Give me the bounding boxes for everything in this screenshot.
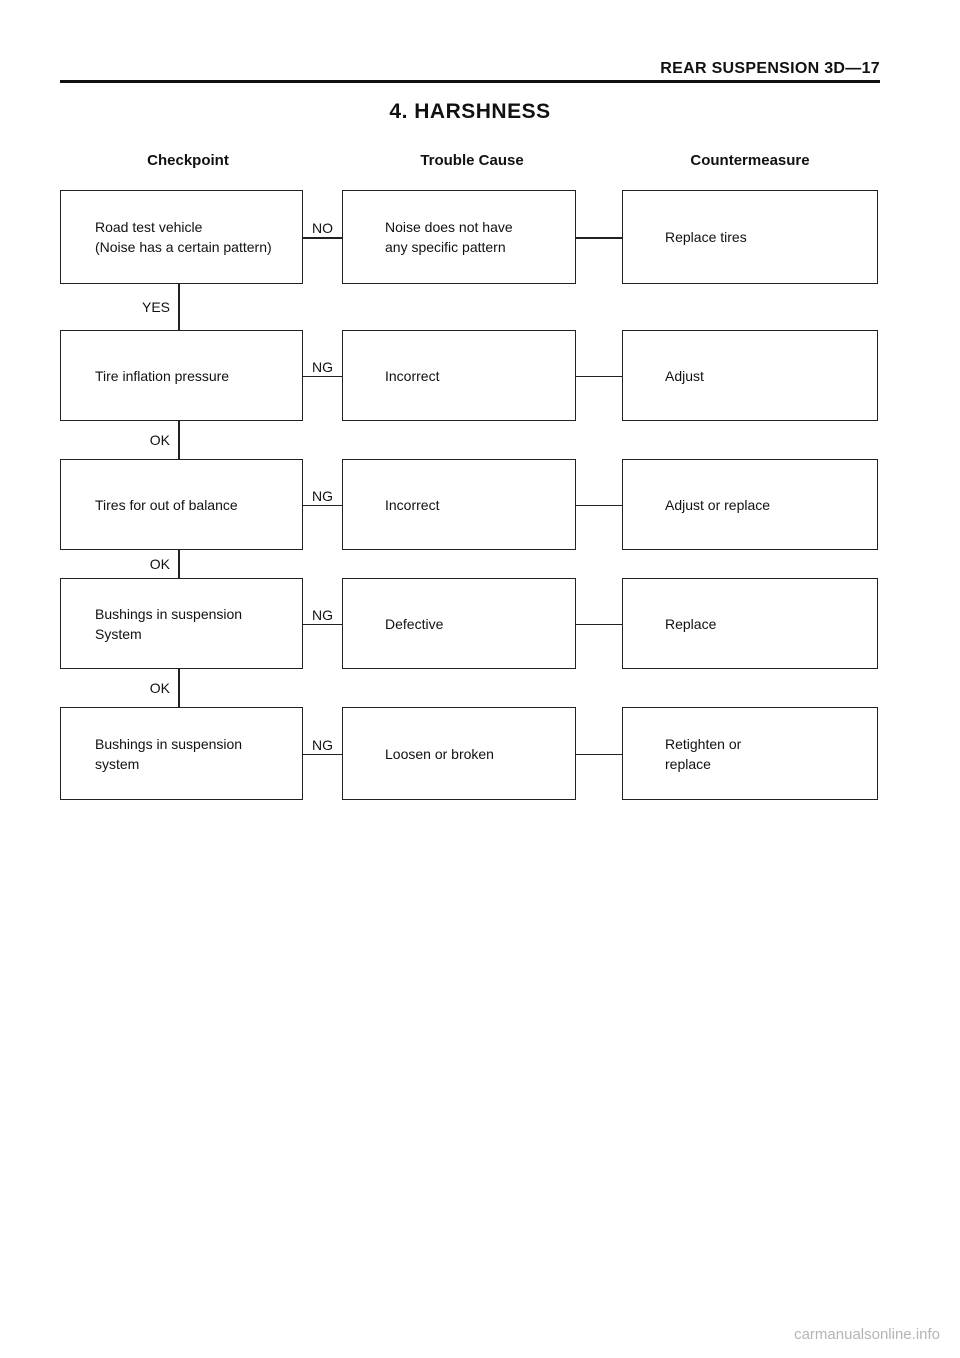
countermeasure-box-line: Adjust (665, 367, 704, 384)
checkpoint-box-line: system (95, 755, 140, 772)
trouble-cause-box (342, 459, 576, 550)
trouble-cause-box-line: Incorrect (385, 367, 440, 384)
countermeasure-box-line: Retighten or (665, 735, 742, 752)
trouble-cause-box-line: Loosen or broken (385, 745, 494, 762)
countermeasure-box (622, 330, 878, 421)
checkpoint-box-line: Tires for out of balance (95, 496, 238, 513)
header-rule (60, 80, 880, 83)
branch-label: NG (312, 736, 333, 753)
flow-result-label: OK (149, 432, 170, 448)
trouble-cause-box-line: Defective (385, 615, 444, 632)
checkpoint-box (60, 578, 303, 669)
countermeasure-box-line: Replace (665, 615, 717, 632)
section-title: 4. HARSHNESS (389, 100, 551, 123)
flow-connector (178, 669, 180, 707)
flow-result-label: OK (149, 556, 170, 572)
branch-connector (303, 505, 342, 507)
column-header-checkpoint: Checkpoint (147, 152, 229, 169)
checkpoint-box-line: System (95, 625, 142, 642)
checkpoint-box (60, 459, 303, 550)
branch-label: NG (312, 358, 333, 375)
checkpoint-box (60, 190, 303, 284)
checkpoint-box (60, 330, 303, 421)
checkpoint-box-line: (Noise has a certain pattern) (95, 239, 272, 255)
checkpoint-box-line: Road test vehicle (95, 219, 203, 235)
checkpoint-box-line: Tire inflation pressure (95, 367, 230, 384)
countermeasure-box-line: Adjust or replace (665, 496, 771, 513)
flow-connector (178, 550, 180, 578)
countermeasure-connector (576, 754, 622, 756)
flow-connector (178, 421, 180, 459)
trouble-cause-box (342, 330, 576, 421)
branch-label: NO (312, 220, 333, 236)
countermeasure-box (622, 578, 878, 669)
page-header-title: REAR SUSPENSION 3D—17 (660, 60, 880, 77)
trouble-cause-box (342, 190, 576, 284)
flow-result-label: YES (141, 299, 170, 315)
checkpoint-box-line: Bushings in suspension (95, 605, 243, 622)
trouble-cause-box-line: Incorrect (385, 496, 440, 513)
trouble-cause-box (342, 707, 576, 800)
countermeasure-box (622, 459, 878, 550)
countermeasure-box (622, 190, 878, 284)
countermeasure-connector (576, 376, 622, 378)
watermark-text: carmanualsonline.info (794, 1326, 940, 1343)
branch-connector (303, 237, 342, 239)
trouble-cause-box-line: any specific pattern (385, 239, 506, 255)
checkpoint-box-line: Bushings in suspension (95, 735, 243, 752)
branch-connector (303, 624, 342, 626)
flow-connector (178, 284, 180, 330)
flow-result-label: OK (149, 680, 170, 696)
countermeasure-box-line: replace (665, 755, 711, 772)
countermeasure-connector (576, 624, 622, 626)
branch-label: NG (312, 487, 333, 504)
countermeasure-box-line: Replace tires (665, 229, 747, 245)
trouble-cause-box-line: Noise does not have (385, 219, 513, 235)
column-header-trouble-cause: Trouble Cause (420, 152, 524, 169)
column-header-countermeasure: Countermeasure (690, 152, 810, 169)
checkpoint-box (60, 707, 303, 800)
branch-connector (303, 754, 342, 756)
countermeasure-connector (576, 237, 622, 239)
countermeasure-box (622, 707, 878, 800)
trouble-cause-box (342, 578, 576, 669)
branch-connector (303, 376, 342, 378)
branch-label: NG (312, 606, 333, 623)
countermeasure-connector (576, 505, 622, 507)
